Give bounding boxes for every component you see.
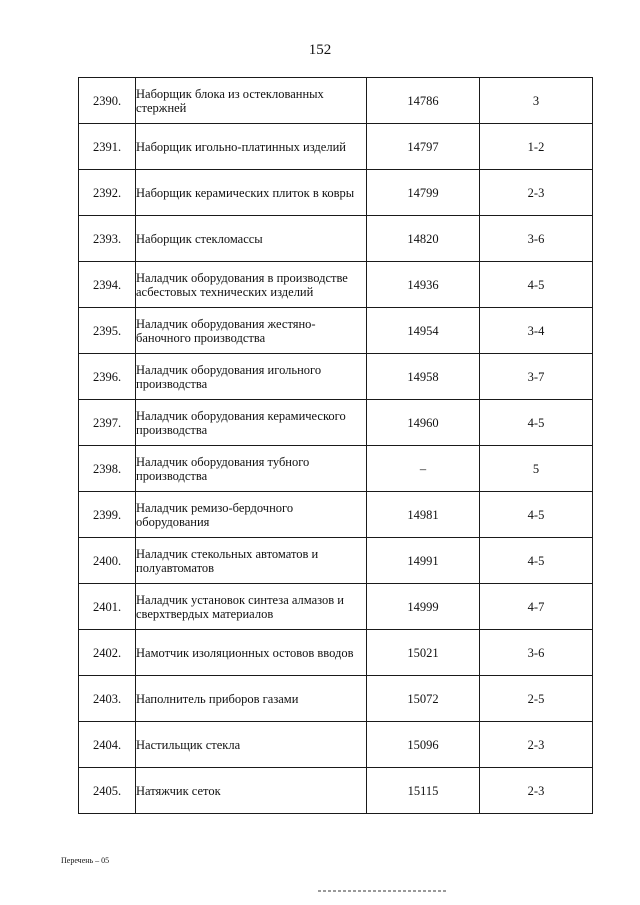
grade-range: 3-6	[480, 630, 593, 676]
profession-name: Наборщик игольно-платинных изделий	[136, 124, 367, 170]
row-number: 2404.	[79, 722, 136, 768]
profession-code: –	[367, 446, 480, 492]
row-number: 2405.	[79, 768, 136, 814]
profession-code: 14797	[367, 124, 480, 170]
profession-name: Наладчик стекольных автоматов и полуавтоматов	[136, 538, 367, 584]
grade-range: 3-6	[480, 216, 593, 262]
profession-name: Наборщик керамических плиток в ковры	[136, 170, 367, 216]
row-number: 2401.	[79, 584, 136, 630]
table-row	[79, 446, 593, 492]
table-row	[79, 630, 593, 676]
table-row	[79, 538, 593, 584]
profession-code: 14799	[367, 170, 480, 216]
table-row	[79, 676, 593, 722]
grade-range: 4-5	[480, 538, 593, 584]
grade-range: 3	[480, 78, 593, 124]
profession-name: Наладчик оборудования в производстве асбестовых технических изделий	[136, 262, 367, 308]
profession-name: Наладчик оборудования игольного производства	[136, 354, 367, 400]
profession-code: 14786	[367, 78, 480, 124]
grade-range: 4-5	[480, 262, 593, 308]
profession-code: 14954	[367, 308, 480, 354]
profession-code: 14958	[367, 354, 480, 400]
row-number: 2390.	[79, 78, 136, 124]
table-row	[79, 584, 593, 630]
profession-code: 14991	[367, 538, 480, 584]
profession-name: Наполнитель приборов газами	[136, 676, 367, 722]
grade-range: 3-7	[480, 354, 593, 400]
row-number: 2394.	[79, 262, 136, 308]
grade-range: 4-5	[480, 492, 593, 538]
table-row	[79, 170, 593, 216]
profession-code: 14981	[367, 492, 480, 538]
scan-artifact-line	[318, 890, 448, 892]
row-number: 2395.	[79, 308, 136, 354]
profession-name: Наладчик оборудования керамического производства	[136, 400, 367, 446]
profession-code: 15115	[367, 768, 480, 814]
row-number: 2402.	[79, 630, 136, 676]
table-row	[79, 308, 593, 354]
profession-name: Наладчик ремизо-бердочного оборудования	[136, 492, 367, 538]
grade-range: 1-2	[480, 124, 593, 170]
profession-code: 15021	[367, 630, 480, 676]
professions-table	[78, 77, 593, 814]
grade-range: 2-3	[480, 722, 593, 768]
row-number: 2400.	[79, 538, 136, 584]
profession-name: Наборщик стекломассы	[136, 216, 367, 262]
profession-code: 14820	[367, 216, 480, 262]
row-number: 2396.	[79, 354, 136, 400]
table-row	[79, 124, 593, 170]
table-row	[79, 262, 593, 308]
page-number: 152	[308, 42, 332, 58]
table-row	[79, 768, 593, 814]
grade-range: 2-3	[480, 768, 593, 814]
table-row	[79, 216, 593, 262]
row-number: 2397.	[79, 400, 136, 446]
row-number: 2393.	[79, 216, 136, 262]
profession-code: 14999	[367, 584, 480, 630]
profession-name: Наладчик оборудования жестяно-баночного производства	[136, 308, 367, 354]
grade-range: 4-5	[480, 400, 593, 446]
profession-name: Настильщик стекла	[136, 722, 367, 768]
table-row	[79, 722, 593, 768]
row-number: 2403.	[79, 676, 136, 722]
profession-code: 15072	[367, 676, 480, 722]
table-row	[79, 78, 593, 124]
row-number: 2399.	[79, 492, 136, 538]
grade-range: 2-5	[480, 676, 593, 722]
table-row	[79, 400, 593, 446]
table-row	[79, 492, 593, 538]
row-number: 2391.	[79, 124, 136, 170]
grade-range: 3-4	[480, 308, 593, 354]
profession-code: 14936	[367, 262, 480, 308]
profession-name: Намотчик изоляционных остовов вводов	[136, 630, 367, 676]
profession-name: Натяжчик сеток	[136, 768, 367, 814]
grade-range: 4-7	[480, 584, 593, 630]
table-body	[79, 78, 593, 814]
row-number: 2392.	[79, 170, 136, 216]
document-footer: Перечень – 05	[61, 856, 110, 865]
profession-name: Наладчик оборудования тубного производства	[136, 446, 367, 492]
table-row	[79, 354, 593, 400]
row-number: 2398.	[79, 446, 136, 492]
profession-name: Наладчик установок синтеза алмазов и сверхтвердых материалов	[136, 584, 367, 630]
profession-name: Наборщик блока из остеклованных стержней	[136, 78, 367, 124]
grade-range: 2-3	[480, 170, 593, 216]
grade-range: 5	[480, 446, 593, 492]
profession-code: 15096	[367, 722, 480, 768]
profession-code: 14960	[367, 400, 480, 446]
